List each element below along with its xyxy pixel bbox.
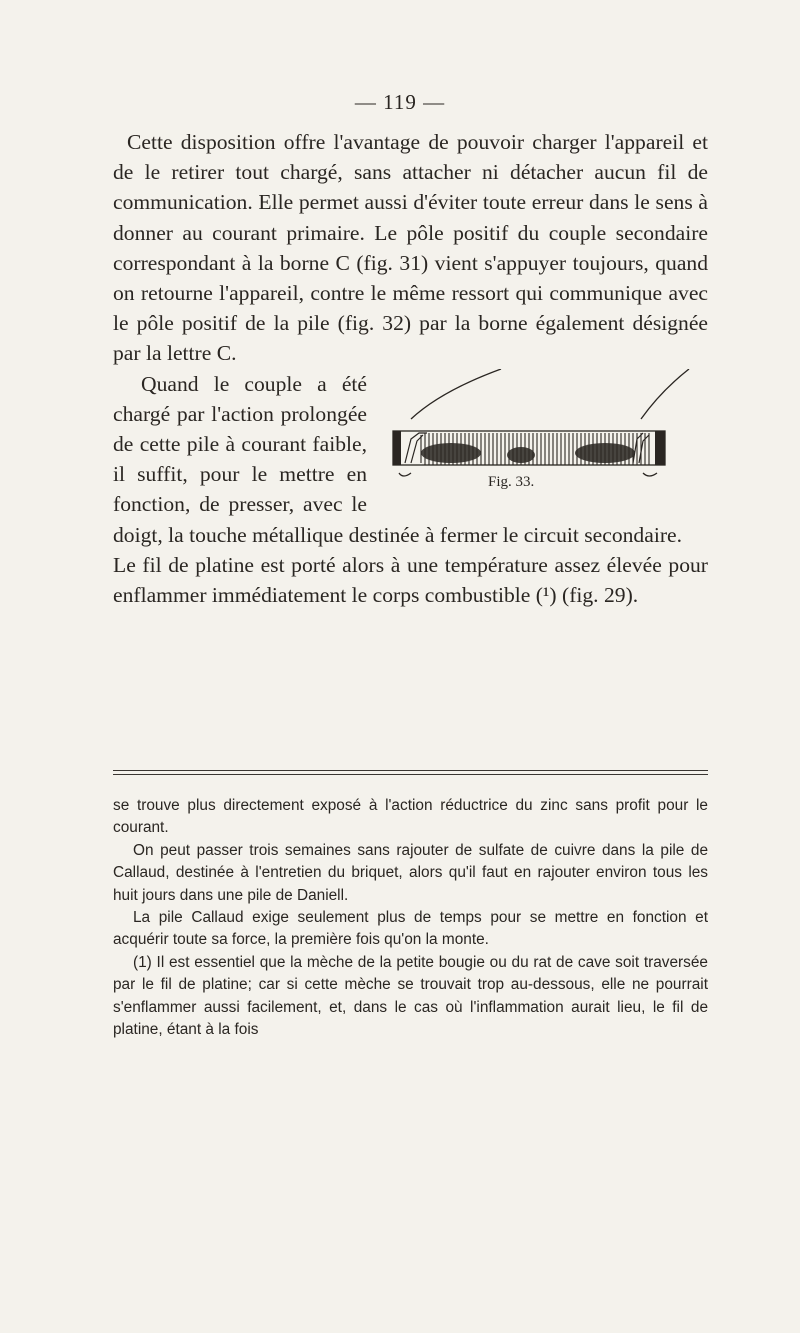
paragraph-2	[113, 369, 708, 550]
footnote-paragraph: On peut passer trois semaines sans rajouter de sulfate de cuivre dans la pile de Callaud, destinée à l'entretien du briquet, alors qu'il faut en rajouter environ tous les huit jours dans une pile de Daniell.	[113, 841, 708, 904]
footnote-rule-thin	[113, 774, 708, 775]
figure-33	[371, 369, 716, 514]
footnotes	[113, 795, 708, 1041]
paragraph-1: Cette disposition offre l'avantage de pouvoir charger l'appareil et de le retirer tout chargé, sans attacher ni détacher aucun fil de communication. Elle permet aussi d'éviter toute erreur dans le sens à donner au courant primaire. Le pôle positif du couple secondaire correspondant à la borne C (fig. 31) vient s'appuyer toujours, quand on retourne l'appareil, contre le même ressort qui communique avec le pôle positif de la pile (fig. 32) par la borne également désignée par la lettre C.	[113, 130, 708, 366]
figure-caption: Fig. 33.	[488, 473, 535, 490]
footnote-continuation: se trouve plus directement exposé à l'action réductrice du zinc sans profit pour le courant.	[113, 797, 708, 837]
footnote-paragraph: La pile Callaud exige seulement plus de temps pour se mettre en fonction et acquérir toute sa force, la première fois qu'on la monte.	[113, 909, 708, 949]
footnote-1: (1) Il est essentiel que la mèche de la petite bougie ou du rat de cave soit traversée par le fil de platine; car si cette mèche se trouvait trop au-dessous, elle ne pourrait s'enflammer aussi facilement, et, dans le cas où l'inflammation aurait lieu, le fil de platine, étant à la fois	[113, 953, 708, 1039]
coil-spring-illustration-icon	[371, 369, 716, 489]
page-number: — 119 —	[354, 90, 446, 114]
paragraph-2-intro: Quand le couple a été chargé par l'action prolongée de cette pile à courant faible, il suffit, pour le mettre en fonction, de presser, avec le doigt, la touche métallique destinée à fermer le circuit secondaire.	[113, 371, 682, 547]
main-text	[113, 127, 708, 610]
paragraph-2-rest: Le fil de platine est porté alors à une température assez élevée pour enflammer immédiatement le corps combustible (¹) (fig. 29).	[113, 552, 708, 608]
